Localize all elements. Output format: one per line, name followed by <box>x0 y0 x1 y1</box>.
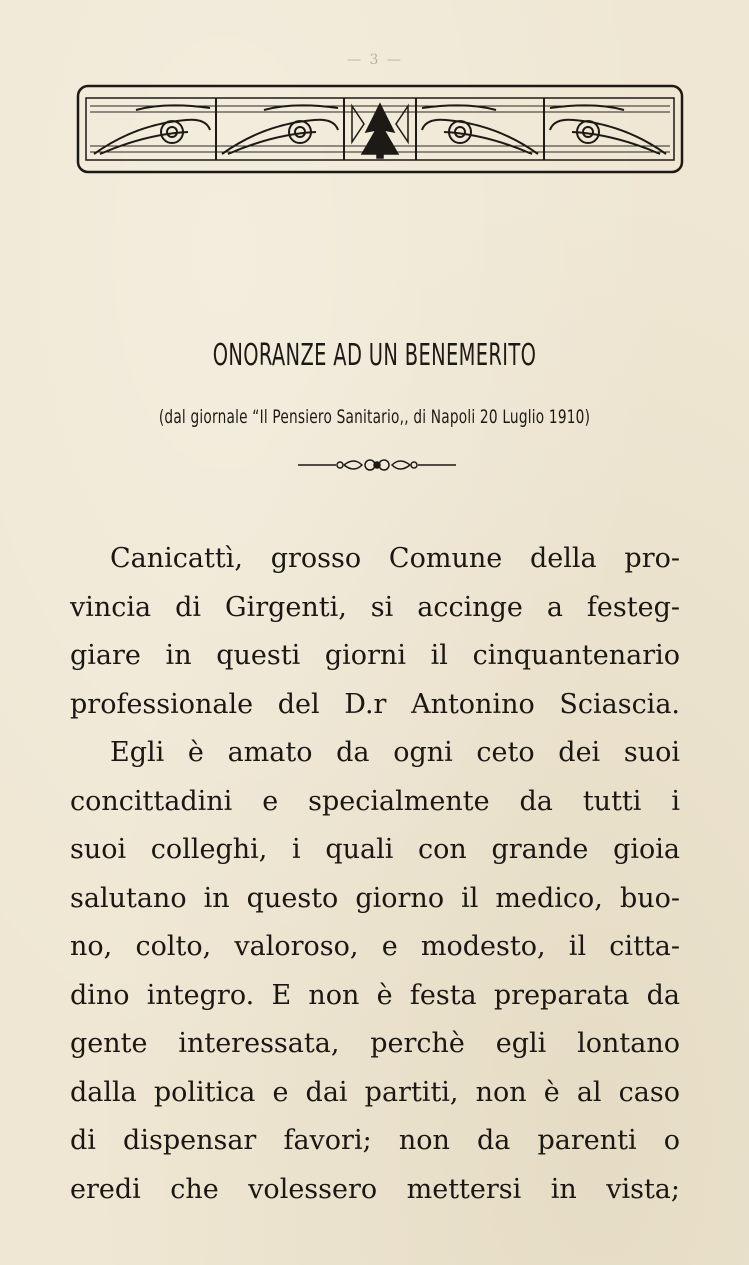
body-text <box>70 535 680 1214</box>
article-title: ONORANZE AD UN BENEMERITO <box>212 338 537 373</box>
article-source: (dal giornale “Il Pensiero Sanitario,, di Napoli 20 Luglio 1910) <box>158 406 591 428</box>
text-line: salutano in questo giorno il medico, buo- <box>70 882 680 914</box>
page-number: — 3 — <box>347 52 403 68</box>
text-line: eredi che volessero mettersi in vista; <box>70 1173 680 1205</box>
text-line: dino integro. E non è festa preparata da <box>70 979 680 1011</box>
text-line: dalla politica e dai partiti, non è al caso <box>70 1076 680 1108</box>
text-line: di dispensar favori; non da parenti o <box>70 1125 680 1156</box>
text-line: Egli è amato da ogni ceto dei suoi <box>110 737 680 768</box>
text-line: giare in questi giorni il cinquantenario <box>70 640 680 671</box>
text-line: no, colto, valoroso, e modesto, il citta- <box>70 931 680 962</box>
text-line: suoi colleghi, i quali con grande gioia <box>70 834 680 865</box>
text-line: concittadini e specialmente da tutti i <box>70 785 680 817</box>
ornamental-headpiece <box>76 84 684 174</box>
text-line: Canicattì, grosso Comune della pro- <box>110 543 680 574</box>
fleuron-divider <box>296 455 458 475</box>
text-line: professionale del D.r Antonino Sciascia. <box>70 688 680 720</box>
text-line: vincia di Girgenti, si accinge a festeg- <box>70 591 680 623</box>
text-line: gente interessata, perchè egli lontano <box>70 1028 680 1059</box>
